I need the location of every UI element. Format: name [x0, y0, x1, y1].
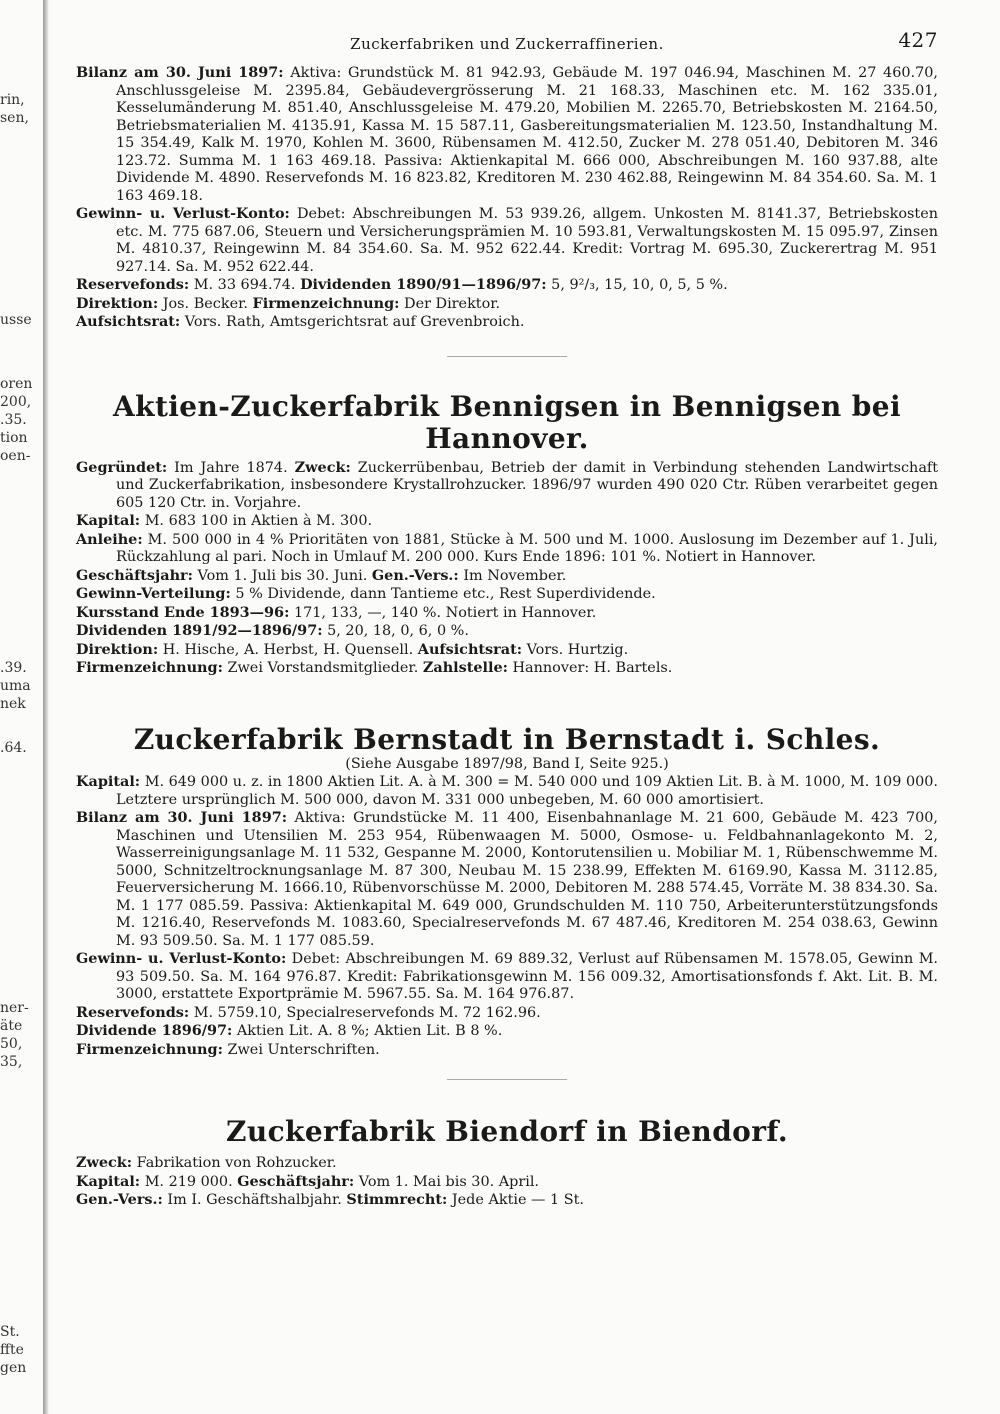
aufsichtsrat-label: Aufsichtsrat:: [417, 640, 523, 658]
guv-text: Debet: Abschreibungen M. 53 939.26, allgem. Unkosten M. 8141.37, Betriebskosten etc. M. 775 687.06, Steuern und Versicherungsprämien M. 10 593.81, Verwaltungskosten M. 15 095.97, Zinsen M. 4810.37, Reingewinn M. 84 354.60. Sa. M. 952 622.44. Kredit: Vortrag M. 695.30, Zuckerertrag M. 951 927.14. Sa. M. 952 622.44.: [116, 206, 938, 275]
bilanz-paragraph: [76, 64, 938, 205]
firmenzeichnung-line: [76, 659, 938, 678]
direktion-label: Direktion:: [76, 640, 159, 658]
margin-fragment: äte: [0, 1018, 23, 1034]
gen-vers-label: Gen.-Vers.:: [76, 1191, 163, 1208]
anleihe-label: Anleihe:: [76, 530, 143, 548]
bilanz-text: Aktiva: Grundstücke M. 11 400, Eisenbahnanlage M. 21 600, Gebäude M. 423 700, Maschinen und Utensilien M. 253 954, Rübenwaagen M. 5000, Osmose- u. Feldbahnanlagekonto M. 2, Wasserreinigungsanlage M. 11 532, Gespanne M. 2000, Kontorutensilien u. Mobiliar M. 1, Rübenschwemme M. 5000, Schnitzeltrocknungsanlage M. 87 300, Neubau M. 15 238.99, Effekten M. 6169.90, Kassa M. 3112.85, Feuerversicherung M. 1666.10, Rübenvorschüsse M. 2000, Debitoren M. 288 574.45, Vorräte M. 38 834.30. Sa. M. 1 177 085.59. Passiva: Aktienkapital M. 649 000, Grundschulden M. 110 750, Arbeiterunterstützungsfonds M. 1216.40, Reservefonds M. 1083.60, Specialreservefonds M. 67 487.46, Kreditoren M. 254 038.63, Gewinn M. 93 509.50. Sa. M. 1 177 085.59.: [116, 810, 938, 949]
gen-vers-text: Im I. Geschäftshalbjahr.: [162, 1192, 342, 1208]
biendorf-title: Zuckerfabrik Biendorf in Biendorf.: [225, 1115, 788, 1148]
kapital-paragraph: [76, 773, 938, 809]
kursstand-text: 171, 133, —, 140 %. Notiert in Hannover.: [289, 604, 597, 621]
margin-fragment: usse: [0, 312, 32, 328]
guv-label: Gewinn- u. Verlust-Konto:: [76, 950, 287, 967]
geschaeftsjahr-label: Geschäftsjahr:: [76, 566, 193, 584]
bennigsen-entry: [76, 391, 938, 678]
zahlstelle-label: Zahlstelle:: [422, 659, 508, 676]
firmenzeichnung-line: [76, 1041, 938, 1060]
firma-text: Der Direktor.: [399, 295, 501, 312]
margin-fragment: tion: [0, 430, 28, 446]
aufsichtsrat-text: Vors. Hurtzig.: [522, 641, 629, 658]
margin-fragment: .39.: [0, 660, 27, 676]
gen-vers-text: Im November.: [458, 567, 567, 584]
kapital-text: M. 649 000 u. z. in 1800 Aktien Lit. A. à M. 300 = M. 540 000 und 109 Aktien Lit. B. à M. 1000, M. 109 000. Letztere ursprünglich M. 500 000, davon M. 331 000 unbegeben, M. 60 000 amortisiert.: [116, 774, 938, 808]
bernstadt-title: Zuckerfabrik Bernstadt in Bernstadt i. Schles.: [133, 722, 881, 756]
direktion-line: [76, 641, 938, 660]
aufsicht-label: Aufsichtsrat:: [76, 313, 181, 330]
reservefonds-line: [76, 1004, 938, 1023]
left-margin-column: [0, 0, 44, 1414]
guv-paragraph: [76, 950, 938, 1004]
margin-fragment: 200,: [0, 394, 32, 410]
kapital-label: Kapital:: [76, 1172, 141, 1190]
continuation-section: [76, 64, 938, 332]
geschaeftsjahr-text: Vom 1. Juli bis 30. Juni.: [192, 567, 368, 584]
dividenden-line: [76, 622, 938, 641]
firmenzeichnung-label: Firmenzeichnung:: [76, 1040, 223, 1058]
aufsicht-text: Vors. Rath, Amtsgerichtsrat auf Grevenbroich.: [180, 314, 525, 330]
stimmrecht-label: Stimmrecht:: [346, 1191, 448, 1208]
gewinn-verteilung-text: 5 % Dividende, dann Tantieme etc., Rest Superdividende.: [230, 586, 656, 602]
guv-paragraph: [76, 205, 938, 276]
gegruendet-text: Im Jahre 1874.: [167, 459, 288, 476]
kapital-text: M. 219 000.: [140, 1173, 233, 1190]
zweck-label: Zweck:: [76, 1154, 133, 1171]
firma-label: Firmenzeichnung:: [252, 294, 400, 312]
kapital-label: Kapital:: [76, 512, 141, 529]
margin-fragment: nek: [0, 696, 26, 712]
section-divider: [447, 356, 567, 357]
guv-label: Gewinn- u. Verlust-Konto:: [76, 205, 290, 222]
kapital-line: [76, 512, 938, 531]
document-page: [76, 28, 939, 1210]
stimmrecht-text: Jede Aktie — 1 St.: [447, 1192, 584, 1208]
firmenzeichnung-text: Zwei Vorstandsmitglieder.: [222, 660, 419, 676]
kapital-label: Kapital:: [76, 773, 141, 790]
zweck-line: [76, 1154, 938, 1173]
gewinn-verteilung-line: [76, 585, 938, 604]
reservefonds-text: M. 5759.10, Specialreservefonds M. 72 162.96.: [189, 1004, 541, 1021]
running-title: Zuckerfabriken und Zuckerraffinerien.: [350, 35, 664, 53]
margin-fragment: gen: [0, 1360, 27, 1376]
kursstand-line: [76, 604, 938, 623]
kapital-text: M. 683 100 in Aktien à M. 300.: [140, 513, 373, 529]
dividende-label: Dividende 1896/97:: [76, 1022, 233, 1039]
page-number: 427: [898, 28, 938, 52]
gen-vers-label: Gen.-Vers.:: [371, 566, 459, 584]
kursstand-label: Kursstand Ende 1893—96:: [76, 603, 290, 621]
direktion-label: Direktion:: [76, 294, 159, 312]
margin-fragment: St.: [0, 1324, 20, 1340]
margin-fragment: ner-: [0, 1000, 29, 1016]
dividende-line: [76, 1022, 938, 1041]
bernstadt-subtitle: (Siehe Ausgabe 1897/98, Band I, Seite 925.): [345, 755, 669, 772]
gegruendet-zweck-paragraph: [76, 459, 938, 513]
dividenden-text: 5, 20, 18, 0, 6, 0 %.: [322, 623, 469, 639]
margin-fragment: 50,: [0, 1036, 23, 1052]
geschaeftsjahr-label: Geschäftsjahr:: [237, 1172, 355, 1190]
bilanz-label: Bilanz am 30. Juni 1897:: [76, 809, 288, 826]
reserve-dividend-line: [76, 276, 938, 295]
gen-vers-line: [76, 1191, 938, 1210]
dividende-text: Aktien Lit. A. 8 %; Aktien Lit. B 8 %.: [232, 1023, 503, 1039]
aufsicht-line: [76, 313, 938, 332]
bilanz-text: Aktiva: Grundstück M. 81 942.93, Gebäude M. 197 046.94, Maschinen M. 27 460.70, Anschlussgeleise M. 2395.84, Gebäudevergrösserung M. 21 168.33, Maschinen etc. M. 162 335.01, Kesselumänderung M. 851.40, Anschlussgeleise M. 479.20, Mobilien M. 2265.70, Betriebskosten M. 2164.50, Betriebsmaterialien M. 4135.91, Kassa M. 15 587.11, Gasbereitungsmaterialien M. 123.50, Instandhaltung M. 15 354.49, Kalk M. 1970, Kohlen M. 3600, Rübensamen M. 412.50, Zucker M. 278 051.40, Debitoren M. 346 123.72. Summa M. 1 163 469.18. Passiva: Aktienkapital M. 666 000, Abschreibungen M. 160 937.88, alte Dividende M. 4890. Reservefonds M. 16 823.82, Kreditoren M. 230 462.88, Reingewinn M. 84 354.60. Sa. M. 1 163 469.18.: [116, 65, 938, 204]
zweck-label: Zweck:: [294, 458, 351, 476]
section-spacer: [76, 678, 938, 724]
zahlstelle-text: Hannover: H. Bartels.: [507, 660, 673, 676]
geschaeftsjahr-text: Vom 1. Mai bis 30. April.: [354, 1173, 540, 1190]
bernstadt-entry: [76, 724, 938, 1060]
margin-fragment: 35,: [0, 1054, 23, 1070]
bilanz-label: Bilanz am 30. Juni 1897:: [76, 64, 284, 81]
margin-fragment: rin,: [0, 92, 25, 108]
page-binding-shadow: [43, 0, 49, 1414]
direktion-line: [76, 295, 938, 314]
firmenzeichnung-label: Firmenzeichnung:: [76, 659, 223, 676]
reservefonds-label: Reservefonds:: [76, 1003, 190, 1021]
margin-fragment: uma: [0, 678, 31, 694]
biendorf-entry: [76, 1116, 938, 1210]
anleihe-paragraph: [76, 531, 938, 567]
margin-fragment: oren: [0, 376, 33, 392]
zweck-text: Zuckerrübenbau, Betrieb der damit in Verbindung stehenden Landwirtschaft und Zuckerfabrikation, insbesondere Krystallrohzucker. 1896/97 wurden 490 020 Ctr. Rüben verarbeitet gegen 605 120 Ctr. in. Vorjahre.: [116, 459, 939, 511]
direktion-text: Jos. Becker.: [158, 295, 248, 312]
margin-fragment: .35.: [0, 412, 27, 428]
gegruendet-label: Gegründet:: [76, 458, 168, 476]
kapital-line: [76, 1173, 938, 1192]
section-divider: [447, 1079, 567, 1080]
margin-fragment: oen-: [0, 448, 31, 464]
firmenzeichnung-text: Zwei Unterschriften.: [222, 1041, 380, 1058]
margin-fragment: .64.: [0, 740, 27, 756]
reserve-text: M. 33 694.74.: [189, 277, 296, 293]
dividenden-text: 5, 9²/₃, 15, 10, 0, 5, 5 %.: [546, 277, 728, 293]
margin-fragment: sen,: [0, 110, 29, 126]
reserve-label: Reservefonds:: [76, 276, 190, 293]
zweck-text: Fabrikation von Rohzucker.: [132, 1155, 337, 1171]
gewinn-verteilung-label: Gewinn-Verteilung:: [76, 585, 231, 602]
bilanz-paragraph: [76, 809, 938, 950]
guv-text: Debet: Abschreibungen M. 69 889.32, Verlust auf Rübensamen M. 1578.05, Gewinn M. 93 509.50. Sa. M. 164 976.87. Kredit: Fabrikationsgewinn M. 156 009.32, Amortisationsfonds f. Akt. Lit. B. M. 3000, erstattete Exportprämie M. 5967.55. Sa. M. 164 976.87.: [116, 951, 938, 1002]
anleihe-text: M. 500 000 in 4 % Prioritäten von 1881, Stücke à M. 500 und M. 1000. Auslosung im Dezember auf 1. Juli, Rückzahlung al pari. Noch in Umlauf M. 200 000. Kurs Ende 1896: 101 %. Notiert in Hannover.: [116, 531, 938, 565]
geschaeftsjahr-line: [76, 567, 938, 586]
direktion-text: H. Hische, A. Herbst, H. Quensell.: [158, 641, 414, 658]
bennigsen-title: Aktien-Zuckerfabrik Bennigsen in Bennigsen bei Hannover.: [113, 389, 901, 455]
dividenden-label: Dividenden 1891/92—1896/97:: [76, 622, 323, 639]
page-header: [76, 28, 938, 64]
dividenden-label: Dividenden 1890/91—1896/97:: [300, 276, 547, 293]
margin-fragment: ffte: [0, 1342, 24, 1358]
